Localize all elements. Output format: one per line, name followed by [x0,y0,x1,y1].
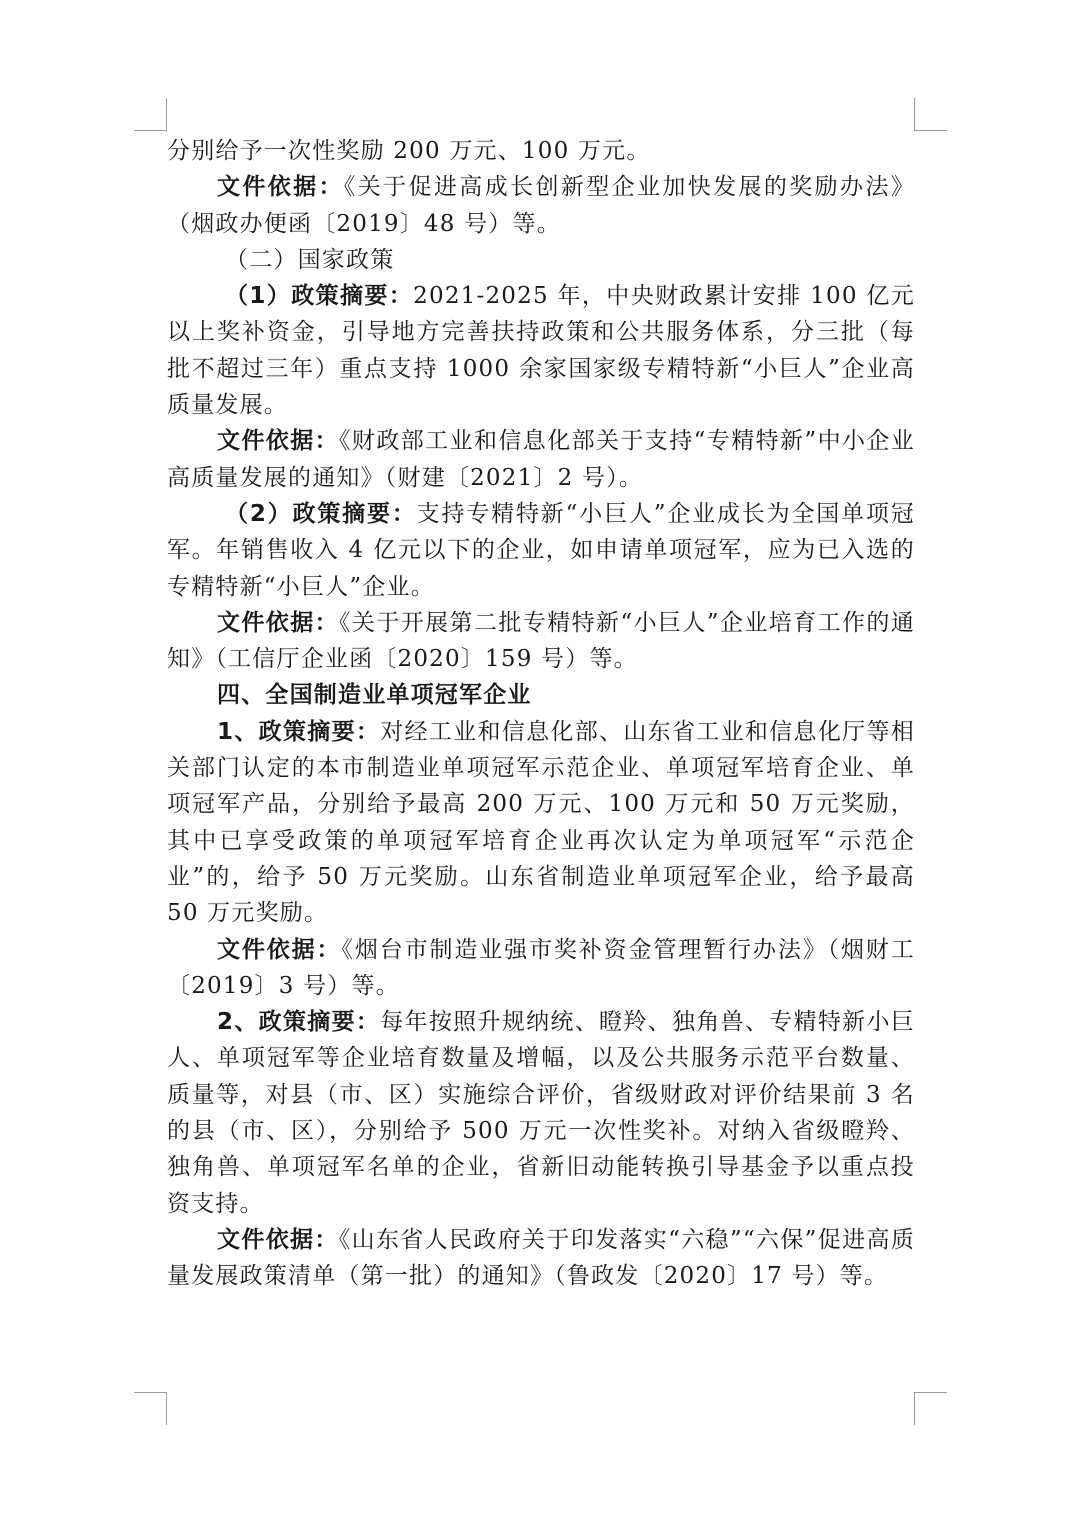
basis-text: 《财政部工业和信息化部关于支持“专精特新”中小企业高质量发展的通知》（财建〔2021〕2 号）。 [167,428,915,491]
section-heading-single-champion [167,677,915,713]
summary-text: 对经工业和信息化部、山东省工业和信息化厅等相关部门认定的本市制造业单项冠军示范企业、单项冠军培育企业、单项冠军产品，分别给予最高 200 万元、100 万元和 50 万元奖励，其中已享受政策的单项冠军培育企业再次认定为单项冠军“示范企业”的，给予 50 万元奖励。山东省制造业单项冠军企业，给予最高 50 万元奖励。 [167,718,915,927]
basis-text: 《烟台市制造业强市奖补资金管理暂行办法》（烟财工〔2019〕3 号）等。 [167,936,915,999]
basis-label: 文件依据： [217,174,344,201]
paragraph-document-basis-1 [167,169,915,242]
paragraph-policy-summary-1 [167,278,915,423]
section-heading-national-policy [167,242,915,278]
corner-mark-bottom-left [134,1392,167,1425]
summary-label: （2）政策摘要： [225,500,417,527]
basis-text: 《关于促进高成长创新型企业加快发展的奖励办法》（烟政办便函〔2019〕48 号）等。 [167,174,915,237]
paragraph-policy-summary-4 [167,1004,915,1222]
basis-text: 《关于开展第二批专精特新“小巨人”企业培育工作的通知》（工信厅企业函〔2020〕159 号）等。 [167,609,915,673]
summary-text: 每年按照升规纳统、瞪羚、独角兽、专精特新小巨人、单项冠军等企业培育数量及增幅，以及公共服务示范平台数量、质量等，对县（市、区）实施综合评价，省级财政对评价结果前 3 名的县（市、区），分别给予 500 万元一次性奖补。对纳入省级瞪羚、独角兽、单项冠军名单的企业，省新旧动能转换引导基金予以重点投资支持。 [167,1009,915,1217]
basis-label: 文件依据： [217,936,342,963]
paragraph-award-continuation [167,133,915,169]
paragraph-document-basis-2 [167,423,915,496]
paragraph-policy-summary-3 [167,714,915,932]
basis-label: 文件依据： [217,1226,339,1253]
corner-mark-top-left [134,98,167,131]
paragraph-text: 分别给予一次性奖励 200 万元、100 万元。 [167,138,651,164]
basis-label: 文件依据： [217,428,340,455]
heading-text: （二）国家政策 [225,246,395,273]
heading-text: 四、全国制造业单项冠军企业 [217,682,532,709]
paragraph-document-basis-3 [167,605,915,678]
document-body [167,133,915,1295]
corner-mark-bottom-right [914,1392,947,1425]
paragraph-document-basis-5 [167,1222,915,1295]
basis-text: 《山东省人民政府关于印发落实“六稳”“六保”促进高质量发展政策清单（第一批）的通知》（鲁政发〔2020〕17 号）等。 [167,1226,916,1290]
summary-text: 2021-2025 年，中央财政累计安排 100 亿元以上奖补资金，引导地方完善扶持政策和公共服务体系，分三批（每批不超过三年）重点支持 1000 余家国家级专精特新“小巨人”企业高质量发展。 [167,283,915,419]
corner-mark-top-right [914,98,947,131]
paragraph-document-basis-4 [167,932,915,1005]
summary-label: （1）政策摘要： [225,283,414,310]
summary-text: 支持专精特新“小巨人”企业成长为全国单项冠军。年销售收入 4 亿元以下的企业，如申请单项冠军，应为已入选的专精特新“小巨人”企业。 [167,500,915,600]
summary-label: 1、政策摘要： [217,718,381,745]
summary-label: 2、政策摘要： [217,1009,381,1036]
basis-label: 文件依据： [217,609,340,636]
paragraph-policy-summary-2 [167,496,915,605]
